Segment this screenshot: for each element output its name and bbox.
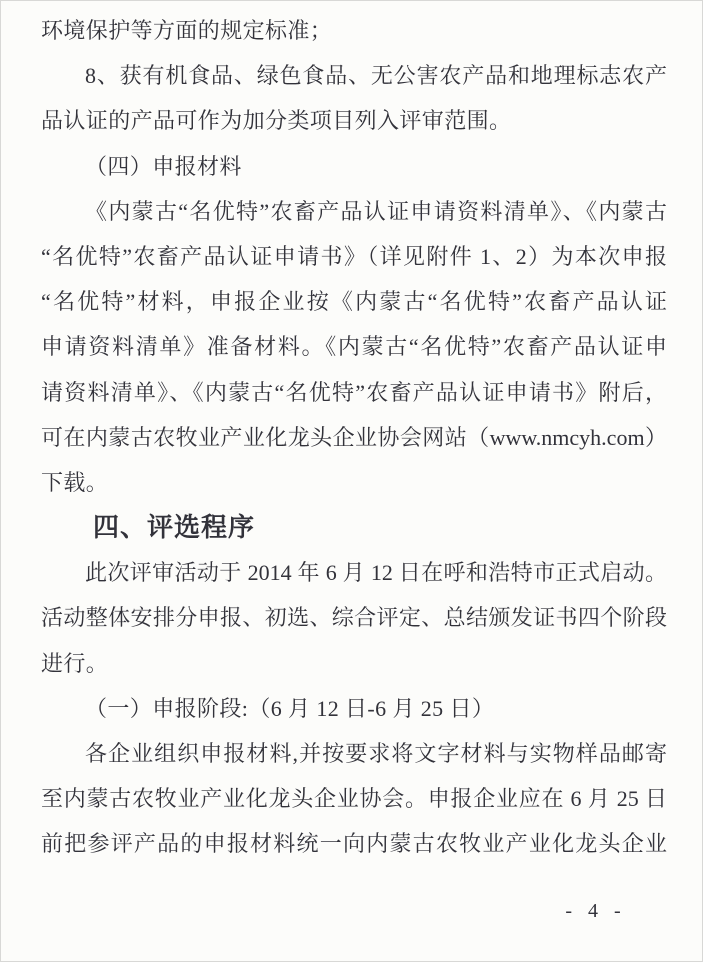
text-line: 各企业组织申报材料,并按要求将文字材料与实物样品邮寄 (85, 741, 667, 766)
section-heading: 四、评选程序 (93, 512, 256, 543)
text-line: （一）申报阶段:（6 月 12 日-6 月 25 日） (85, 695, 495, 721)
text-line: 至内蒙古农牧业产业化龙头企业协会。申报企业应在 6 月 25 日 (41, 786, 667, 812)
text-line: 品认证的产品可作为加分类项目列入评审范围。 (41, 108, 512, 134)
text-line: 活动整体安排分申报、初选、综合评定、总结颁发证书四个阶段 (41, 605, 667, 631)
page-number: - 4 - (565, 900, 625, 922)
text-line: 请资料清单》、《内蒙古“名优特”农畜产品认证申请书》附后， (41, 379, 667, 405)
text-line: 此次评审活动于 2014 年 6 月 12 日在呼和浩特市正式启动。 (85, 560, 667, 586)
text-line: 《内蒙古“名优特”农畜产品认证申请资料清单》、《内蒙古 (85, 198, 667, 224)
text-line: “名优特”农畜产品认证申请书》（详见附件 1、2）为本次申报 (41, 243, 667, 269)
text-line: 申请资料清单》准备材料。《内蒙古“名优特”农畜产品认证申 (41, 334, 667, 360)
document-body (1, 1, 702, 867)
text-line: （四）申报材料 (85, 153, 242, 179)
text-line: 8、获有机食品、绿色食品、无公害农产品和地理标志农产 (85, 63, 667, 89)
text-line: 下载。 (41, 469, 109, 495)
text-line: 可在内蒙古农牧业产业化龙头企业协会网站（www.nmcyh.com） (41, 424, 667, 450)
text-line: 进行。 (41, 650, 109, 676)
text-line: 环境保护等方面的规定标准； (41, 18, 333, 43)
text-line: “名优特”材料，申报企业按《内蒙古“名优特”农畜产品认证 (41, 289, 667, 315)
text-line: 前把参评产品的申报材料统一向内蒙古农牧业产业化龙头企业 (41, 831, 667, 857)
